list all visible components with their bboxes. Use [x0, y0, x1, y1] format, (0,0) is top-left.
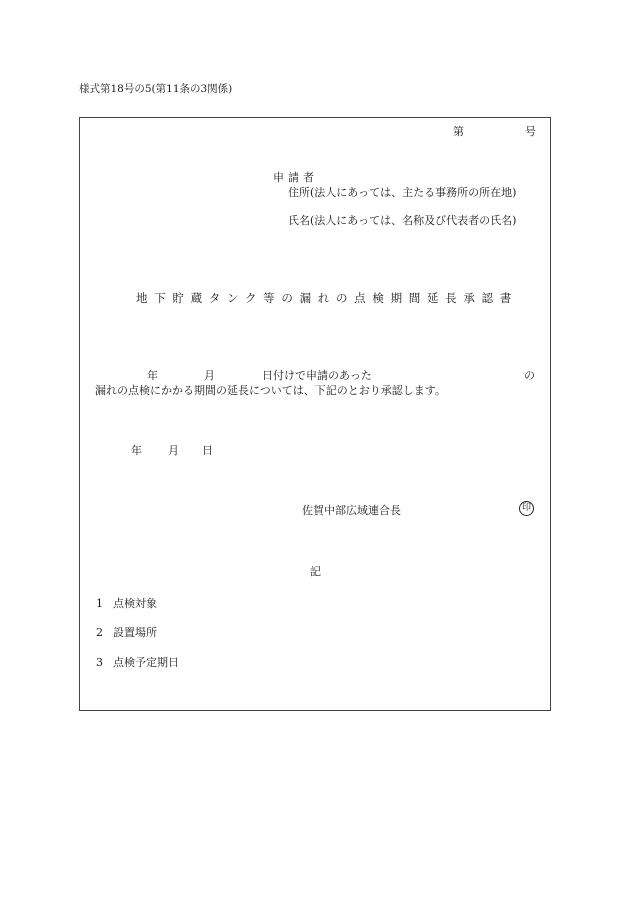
list-item [96, 656, 179, 670]
list-item [96, 597, 157, 611]
item-number: 2 [96, 626, 103, 639]
item-number: 3 [96, 656, 103, 669]
date-month: 月 [168, 444, 179, 457]
address-label: 住所(法人にあっては、主たる事務所の所在地) [288, 186, 517, 199]
name-label: 氏名(法人にあっては、名称及び代表者の氏名) [288, 214, 517, 227]
item-label: 点検予定期日 [113, 656, 179, 669]
body-month: 月 [204, 369, 215, 382]
body-no: の [524, 369, 535, 382]
document-frame [79, 117, 551, 711]
item-number: 1 [96, 597, 103, 610]
number-gou: 号 [525, 125, 536, 138]
list-item [96, 626, 157, 640]
seal-icon: 印 [519, 501, 534, 516]
body-line-2: 漏れの点検にかかる期間の延長については、下記のとおり承認します。 [95, 384, 446, 397]
authority-name: 佐賀中部広域連合長 [302, 504, 401, 517]
item-label: 点検対象 [113, 597, 157, 610]
body-year: 年 [147, 369, 158, 382]
ki-heading: 記 [310, 565, 321, 578]
applicant-label: 申請者 [273, 171, 318, 184]
date-day: 日 [202, 444, 213, 457]
number-dai: 第 [453, 125, 464, 138]
date-year: 年 [131, 444, 142, 457]
item-label: 設置場所 [113, 626, 157, 639]
body-day-phrase: 日付けで申請のあった [262, 369, 372, 382]
document-title: 地下貯蔵タンク等の漏れの点検期間延長承認書 [136, 291, 518, 305]
form-number: 様式第18号の5(第11条の3関係) [79, 83, 233, 95]
